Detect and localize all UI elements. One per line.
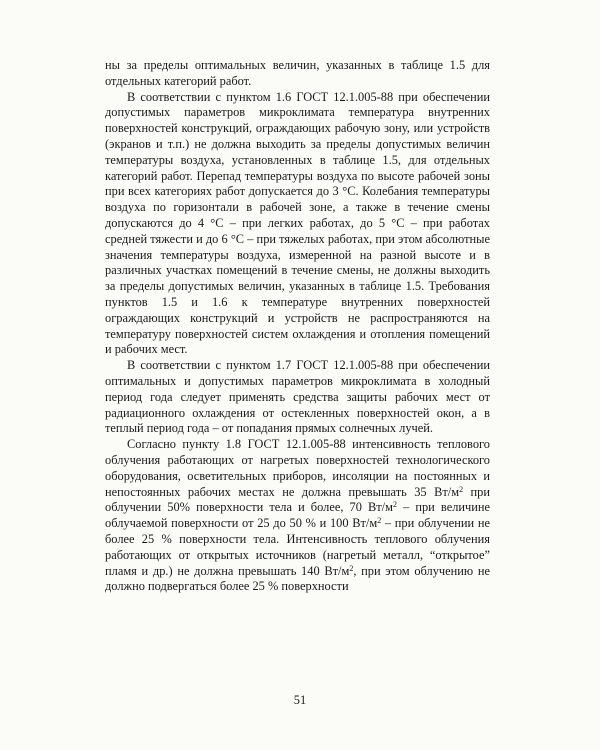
superscript-exponent: 2 [392, 500, 397, 510]
page-number: 51 [293, 693, 307, 707]
text-segment: – при величине облучаемой поверхности от 25 до 50 % и 100 Вт/м [105, 500, 490, 531]
superscript-exponent: 2 [349, 563, 354, 573]
superscript-exponent: 2 [377, 516, 382, 526]
paragraph-continuation: ны за пределы оптимальных величин, указанных в таблице 1.5 для отдельных категорий работ. [105, 58, 490, 88]
paragraph-gost-1-6: В соответствии с пунктом 1.6 ГОСТ 12.1.005-88 при обеспечении допустимых параметров микроклимата температура внутренних поверхностей конструкций, ограждающих рабочую зону, или устройств (экранов и т.п.) не должна выходить за пределы допустимых величин температуры воздуха, установленных в таблице 1.5, для отдельных категорий работ. Перепад температуры воздуха по высоте рабочей зоны при всех категориях работ допускается до 3 °С. Колебания температуры воздуха по горизонтали в рабочей зоне, а также в течение смены допускаются до 4 °С – при легких работах, до 5 °С – при работах средней тяжести и до 6 °С – при тяжелых работах, при этом абсолютные значения температуры воздуха, измеренной на разной высоте и в различных участках помещений в течение смены, не должны выходить за пределы допустимых величин, указанных в таблице 1.5. Требования пунктов 1.5 и 1.6 к температуре внутренних поверхностей ограждающих конструкций и устройств не распространяются на температуру поверхностей систем охлаждения и отопления помещений и рабочих мест. [105, 89, 490, 357]
superscript-exponent: 2 [459, 484, 464, 494]
paragraph-gost-1-7: В соответствии с пунктом 1.7 ГОСТ 12.1.005-88 при обеспечении оптимальных и допустимых параметров микроклимата в холодный период года следует применять средства защиты рабочих мест от радиационного охлаждения от остекленных поверхностей окон, а в теплый период года – от попадания прямых солнечных лучей. [105, 358, 490, 436]
text-segment: Согласно пункту 1.8 ГОСТ 12.1.005-88 интенсивность теплового облучения работающих от нагретых поверхностей технологического оборудования, осветительных приборов, инсоляции на постоянных и непостоянных рабочих местах не должна превышать 35 Вт/м [105, 437, 490, 499]
text-segment: , при этом облучению не должно подвергаться более 25 % поверхности [105, 563, 490, 594]
text-segment: при облучении 50% поверхности тела и более, 70 Вт/м [105, 484, 490, 515]
paragraph-gost-1-8 [105, 437, 490, 595]
text-segment: – при облучении не более 25 % поверхности тела. Интенсивность теплового облучения работающих от открытых источников (нагретый металл, “открытое” пламя и др.) не должна превышать 140 Вт/м [105, 516, 490, 578]
page-body [105, 58, 490, 595]
